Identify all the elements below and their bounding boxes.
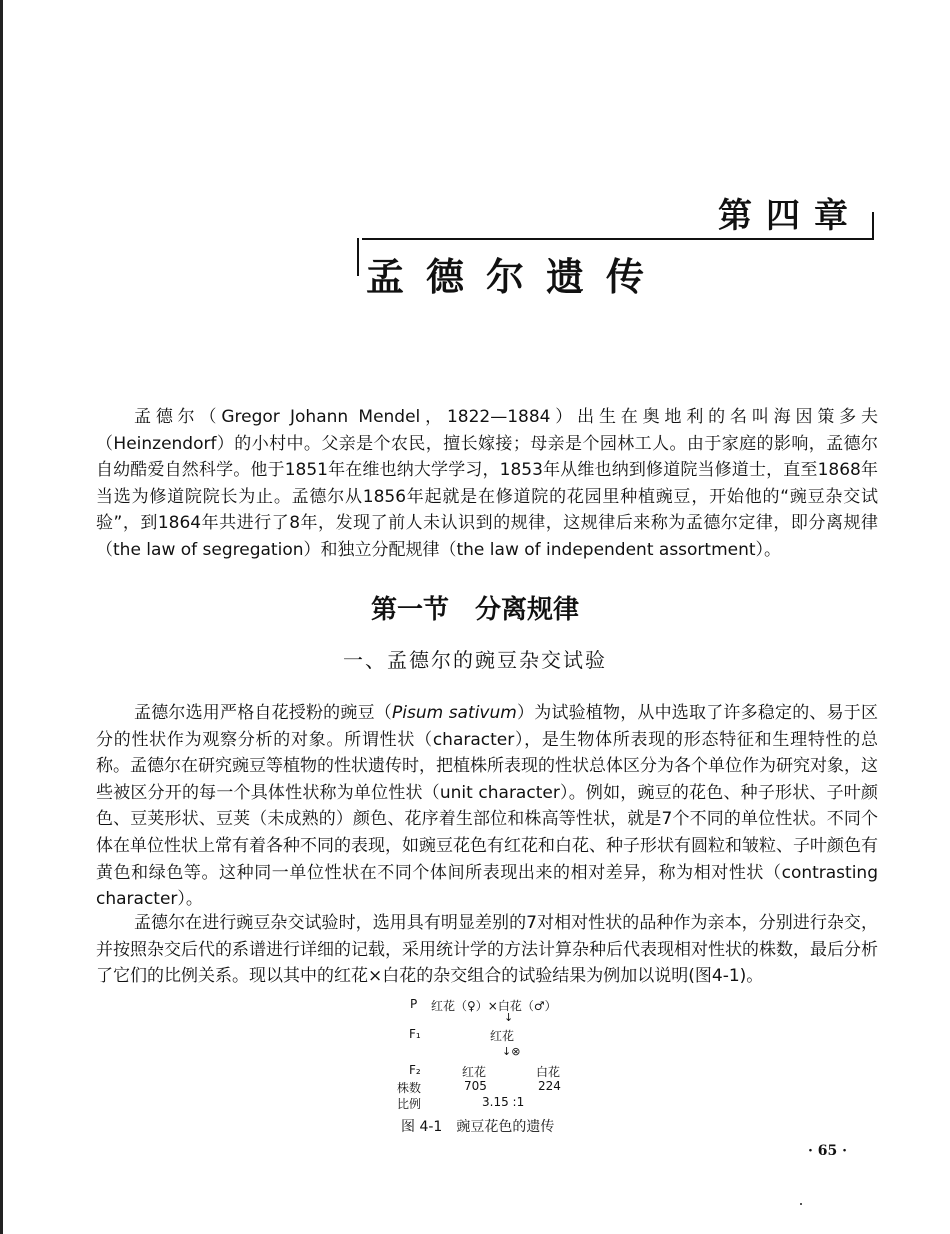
f1-result: 红花 — [490, 1029, 515, 1043]
cross-experiment-paragraph: 孟德尔在进行豌豆杂交试验时，选用具有明显差别的7对相对性状的品种作为亲本，分别进行杂交，并按照杂交后代的系谱进行详细的记载，采用统计学的方法计算杂种后代表现相对性状的株数，最后分析了它们的比例关系。现以其中的红花×白花的杂交组合的试验结果为例加以说明(图4-1)。 — [96, 913, 878, 987]
self-cross-arrow: ↓⊗ — [502, 1045, 521, 1058]
species-name: Pisum sativum — [391, 703, 517, 723]
chapter-number: 第四章 — [718, 196, 862, 236]
f2-white: 白花 — [536, 1065, 561, 1079]
chapter-title: 孟德尔遗传 — [366, 255, 667, 299]
figure-caption: 图 4-1 豌豆花色的遗传 — [401, 1119, 555, 1135]
count-red: 705 — [464, 1079, 487, 1093]
f2-red: 红花 — [462, 1065, 487, 1079]
parents-cross: 红花（♀）×白花（♂） — [431, 999, 557, 1013]
down-arrow: ↓ — [504, 1011, 514, 1024]
count-white: 224 — [538, 1079, 561, 1093]
paragraph-text: 孟德尔选用严格自花授粉的豌豆（ — [134, 703, 392, 723]
page-number: · 65 · — [808, 1143, 847, 1159]
ratio-label: 比例 — [397, 1097, 422, 1111]
intro-paragraph: 孟德尔（Gregor Johann Mendel，1822—1884）出生在奥地利的名叫海因策多夫（Heinzendorf）的小村中。父亲是个农民，擅长嫁接；母亲是个园林工人。由于家庭的影响，孟德尔自幼酷爱自然科学。他于1851年在维也纳大学学习，1853年从维也纳到修道院当修道士，直至1868年当选为修道院院长为止。孟德尔从1856年起就是在修道院的花园里种植豌豆，开始他的“豌豆杂交试验”，到1864年共进行了8年，发现了前人未认识到的规律，这规律后来称为孟德尔定律，即分离规律（the law of segregation）和独立分配规律（the law of independent assortment）。 — [96, 407, 878, 560]
p-label: P — [410, 997, 418, 1011]
scan-speck — [800, 1203, 802, 1205]
subsection-title: 一、孟德尔的豌豆杂交试验 — [343, 648, 607, 672]
ratio-value: 3.15 :1 — [482, 1095, 525, 1109]
paragraph-text: ）为试验植物，从中选取了许多稳定的、易于区分的性状作为观察分析的对象。所谓性状（character），是生物体所表现的形态特征和生理特性的总称。孟德尔在研究豌豆等植物的性状遗传时，把植株所表现的性状总体区分为各个单位作为研究对象，这些被区分开的每一个具体性状称为单位性状（unit character）。例如，豌豆的花色、种子形状、子叶颜色、豆荚形状、豆荚（未成熟的）颜色、花序着生部位和株高等性状，就是7个不同的单位性状。不同个体在单位性状上常有着各种不同的表现，如豌豆花色有红花和白花、种子形状有圆粒和皱粒、子叶颜色有黄色和绿色等。这种同一单位性状在不同个体间所表现出来的相对差异，称为相对性状（contrasting character）。 — [96, 703, 878, 910]
count-label: 株数 — [397, 1081, 422, 1095]
f1-label: F₁ — [409, 1027, 421, 1041]
f2-label: F₂ — [409, 1063, 421, 1077]
section-title: 第一节 分离规律 — [370, 595, 579, 625]
